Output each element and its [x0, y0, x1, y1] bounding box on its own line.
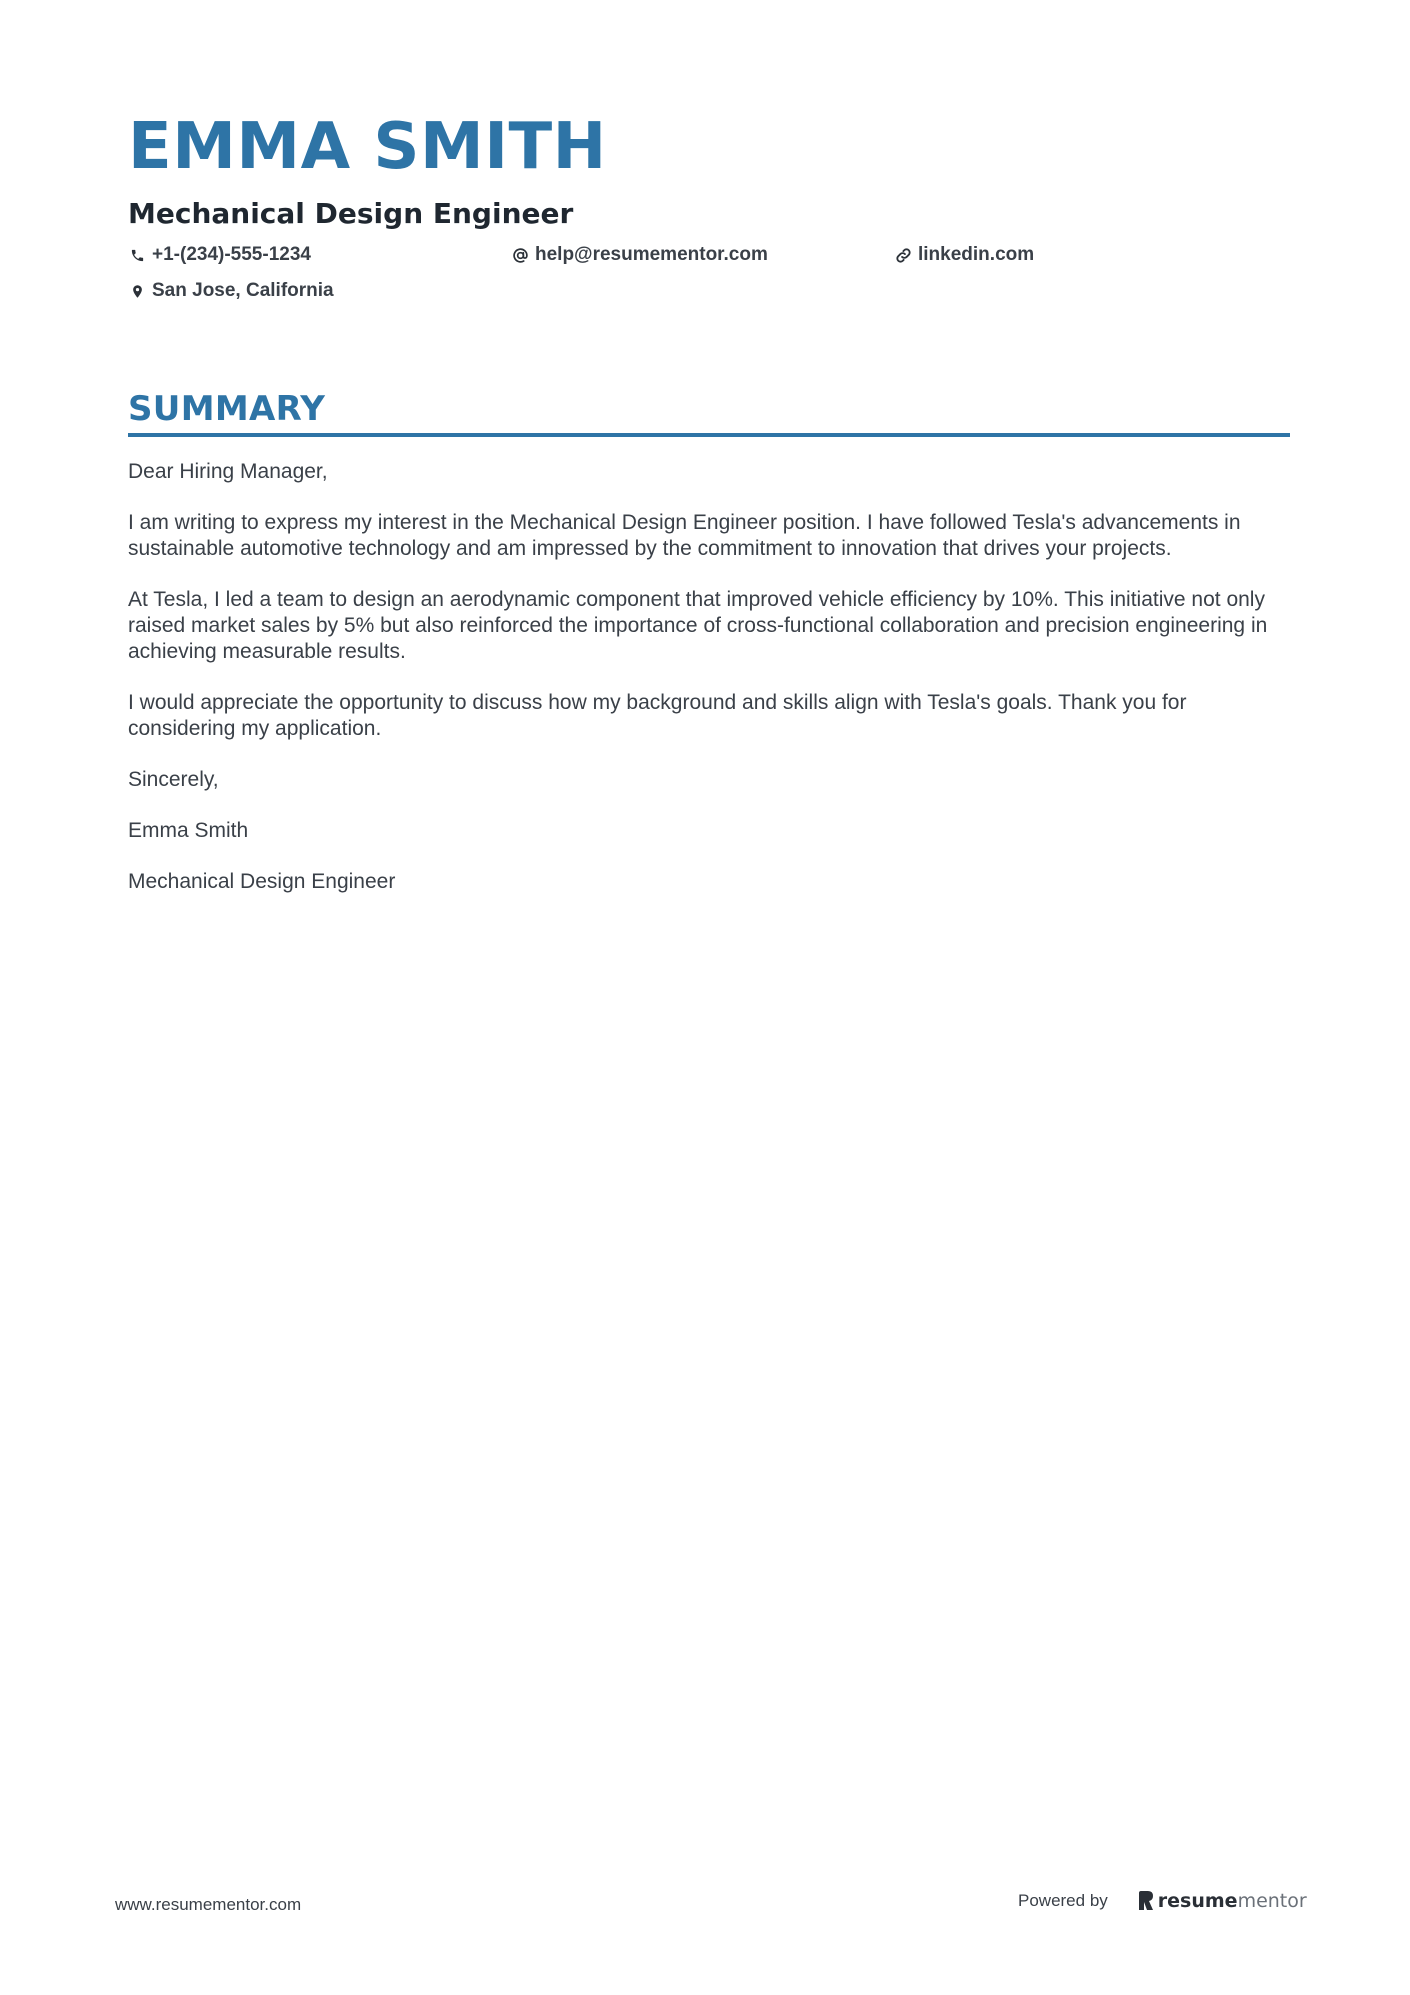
powered-by-label: Powered by: [1018, 1891, 1108, 1910]
contact-location: [128, 280, 334, 302]
at-icon: [511, 246, 529, 264]
job-title: Mechanical Design Engineer: [128, 197, 574, 230]
location-value: San Jose, California: [152, 280, 334, 301]
footer-website[interactable]: www.resumementor.com: [115, 1895, 302, 1914]
candidate-name: EMMA SMITH: [128, 110, 607, 184]
letter-paragraph: I am writing to express my interest in the Mechanical Design Engineer position. I have followed Tesla's advancements in sustainable automotive technology and am impressed by the commitment to innovation that drives your projects.: [128, 511, 1241, 560]
footer-branding: [1018, 1890, 1307, 1912]
letter-paragraph: At Tesla, I led a team to design an aerodynamic component that improved vehicle efficiency by 10%. This initiative not only raised market sales by 5% but also reinforced the importance of cross-functional collaboration and precision engineering in achieving measurable results.: [128, 588, 1268, 663]
resumementor-logo-icon: [1138, 1891, 1154, 1911]
salutation: Dear Hiring Manager,: [128, 460, 328, 483]
letter-paragraph: I would appreciate the opportunity to discuss how my background and skills align with Tesla's goals. Thank you for considering my application.: [128, 691, 1187, 740]
brand-name-part2: mentor: [1237, 1890, 1307, 1912]
signature-title: Mechanical Design Engineer: [128, 870, 396, 893]
phone-icon: [128, 246, 146, 264]
contact-info: [128, 244, 1288, 316]
email-value: help@resumementor.com: [535, 244, 768, 265]
section-divider: [128, 433, 1290, 437]
phone-value: +1-(234)-555-1234: [152, 244, 311, 265]
map-pin-icon: [128, 282, 146, 300]
resumementor-logo[interactable]: [1138, 1890, 1307, 1912]
resume-header: [128, 108, 1288, 316]
link-icon: [894, 246, 912, 264]
closing: Sincerely,: [128, 768, 219, 791]
signature-name: Emma Smith: [128, 819, 249, 842]
link-value: linkedin.com: [918, 244, 1035, 265]
summary-section: [128, 387, 1290, 920]
cover-letter-body: [128, 459, 1290, 895]
contact-phone: [128, 244, 311, 266]
contact-email: [511, 244, 768, 266]
contact-link: [894, 244, 1034, 266]
brand-name-part1: resume: [1157, 1890, 1238, 1912]
section-title: SUMMARY: [128, 389, 326, 429]
